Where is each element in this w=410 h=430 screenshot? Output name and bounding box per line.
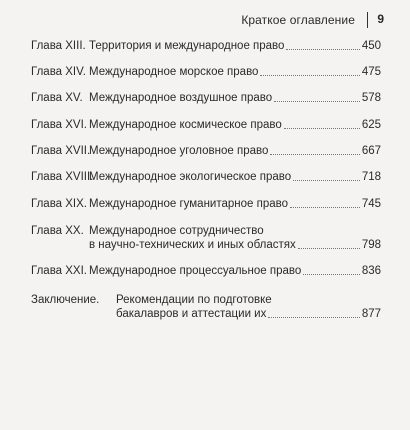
dot-leader: [274, 101, 360, 102]
dot-leader: [286, 49, 359, 50]
page-ref: 718: [361, 171, 381, 183]
chapter-number: Глава XIV.: [31, 66, 86, 78]
chapter-title: Рекомендации по подготовке: [116, 294, 272, 306]
dot-leader: [260, 75, 359, 76]
chapter-number: Глава XV.: [31, 92, 83, 104]
dot-leader: [284, 128, 360, 129]
chapter-title: Международное сотрудничество: [89, 225, 264, 237]
dot-leader: [293, 180, 360, 181]
chapter-title: Международное воздушное право: [89, 92, 273, 104]
page-number: 9: [377, 12, 384, 26]
chapter-number: Глава XVIII.: [31, 171, 94, 183]
chapter-number: Глава XVII.: [31, 145, 91, 157]
dot-leader: [290, 207, 360, 208]
chapter-number: Глава XIII.: [31, 40, 86, 52]
running-head: [0, 13, 410, 31]
chapter-number: Глава XXI.: [31, 265, 87, 277]
page-ref: 877: [361, 308, 381, 320]
chapter-title: Международное космическое право: [89, 119, 282, 131]
page-ref: 667: [361, 145, 381, 157]
chapter-number: Глава XVI.: [31, 119, 87, 131]
page-ref: 578: [361, 92, 381, 104]
dot-leader: [303, 274, 360, 275]
page-ref: 798: [361, 239, 381, 251]
chapter-title-continued: в научно-технических и иных областях: [89, 239, 296, 251]
chapter-title: Международное уголовное право: [89, 145, 269, 157]
running-head-title: Краткое оглавление: [241, 13, 355, 27]
chapter-number: Глава XX.: [31, 225, 84, 237]
chapter-title: Международное морское право: [89, 66, 259, 78]
page-ref: 625: [361, 119, 381, 131]
dot-leader: [298, 248, 360, 249]
dot-leader: [270, 154, 359, 155]
chapter-title: Международное экологическое право: [89, 171, 292, 183]
page-ref: 475: [361, 66, 381, 78]
page-ref: 745: [361, 198, 381, 210]
page-ref: 450: [361, 40, 381, 52]
dot-leader: [268, 317, 359, 318]
chapter-title: Международное процессуальное право: [89, 265, 302, 277]
chapter-title: Территория и международное право: [89, 40, 285, 52]
chapter-title: Международное гуманитарное право: [89, 198, 289, 210]
chapter-number: Глава XIX.: [31, 198, 87, 210]
conclusion-label: Заключение.: [31, 294, 100, 306]
chapter-title-continued: бакалавров и аттестации их: [116, 308, 267, 320]
header-separator: [367, 12, 368, 28]
page-ref: 836: [361, 265, 381, 277]
